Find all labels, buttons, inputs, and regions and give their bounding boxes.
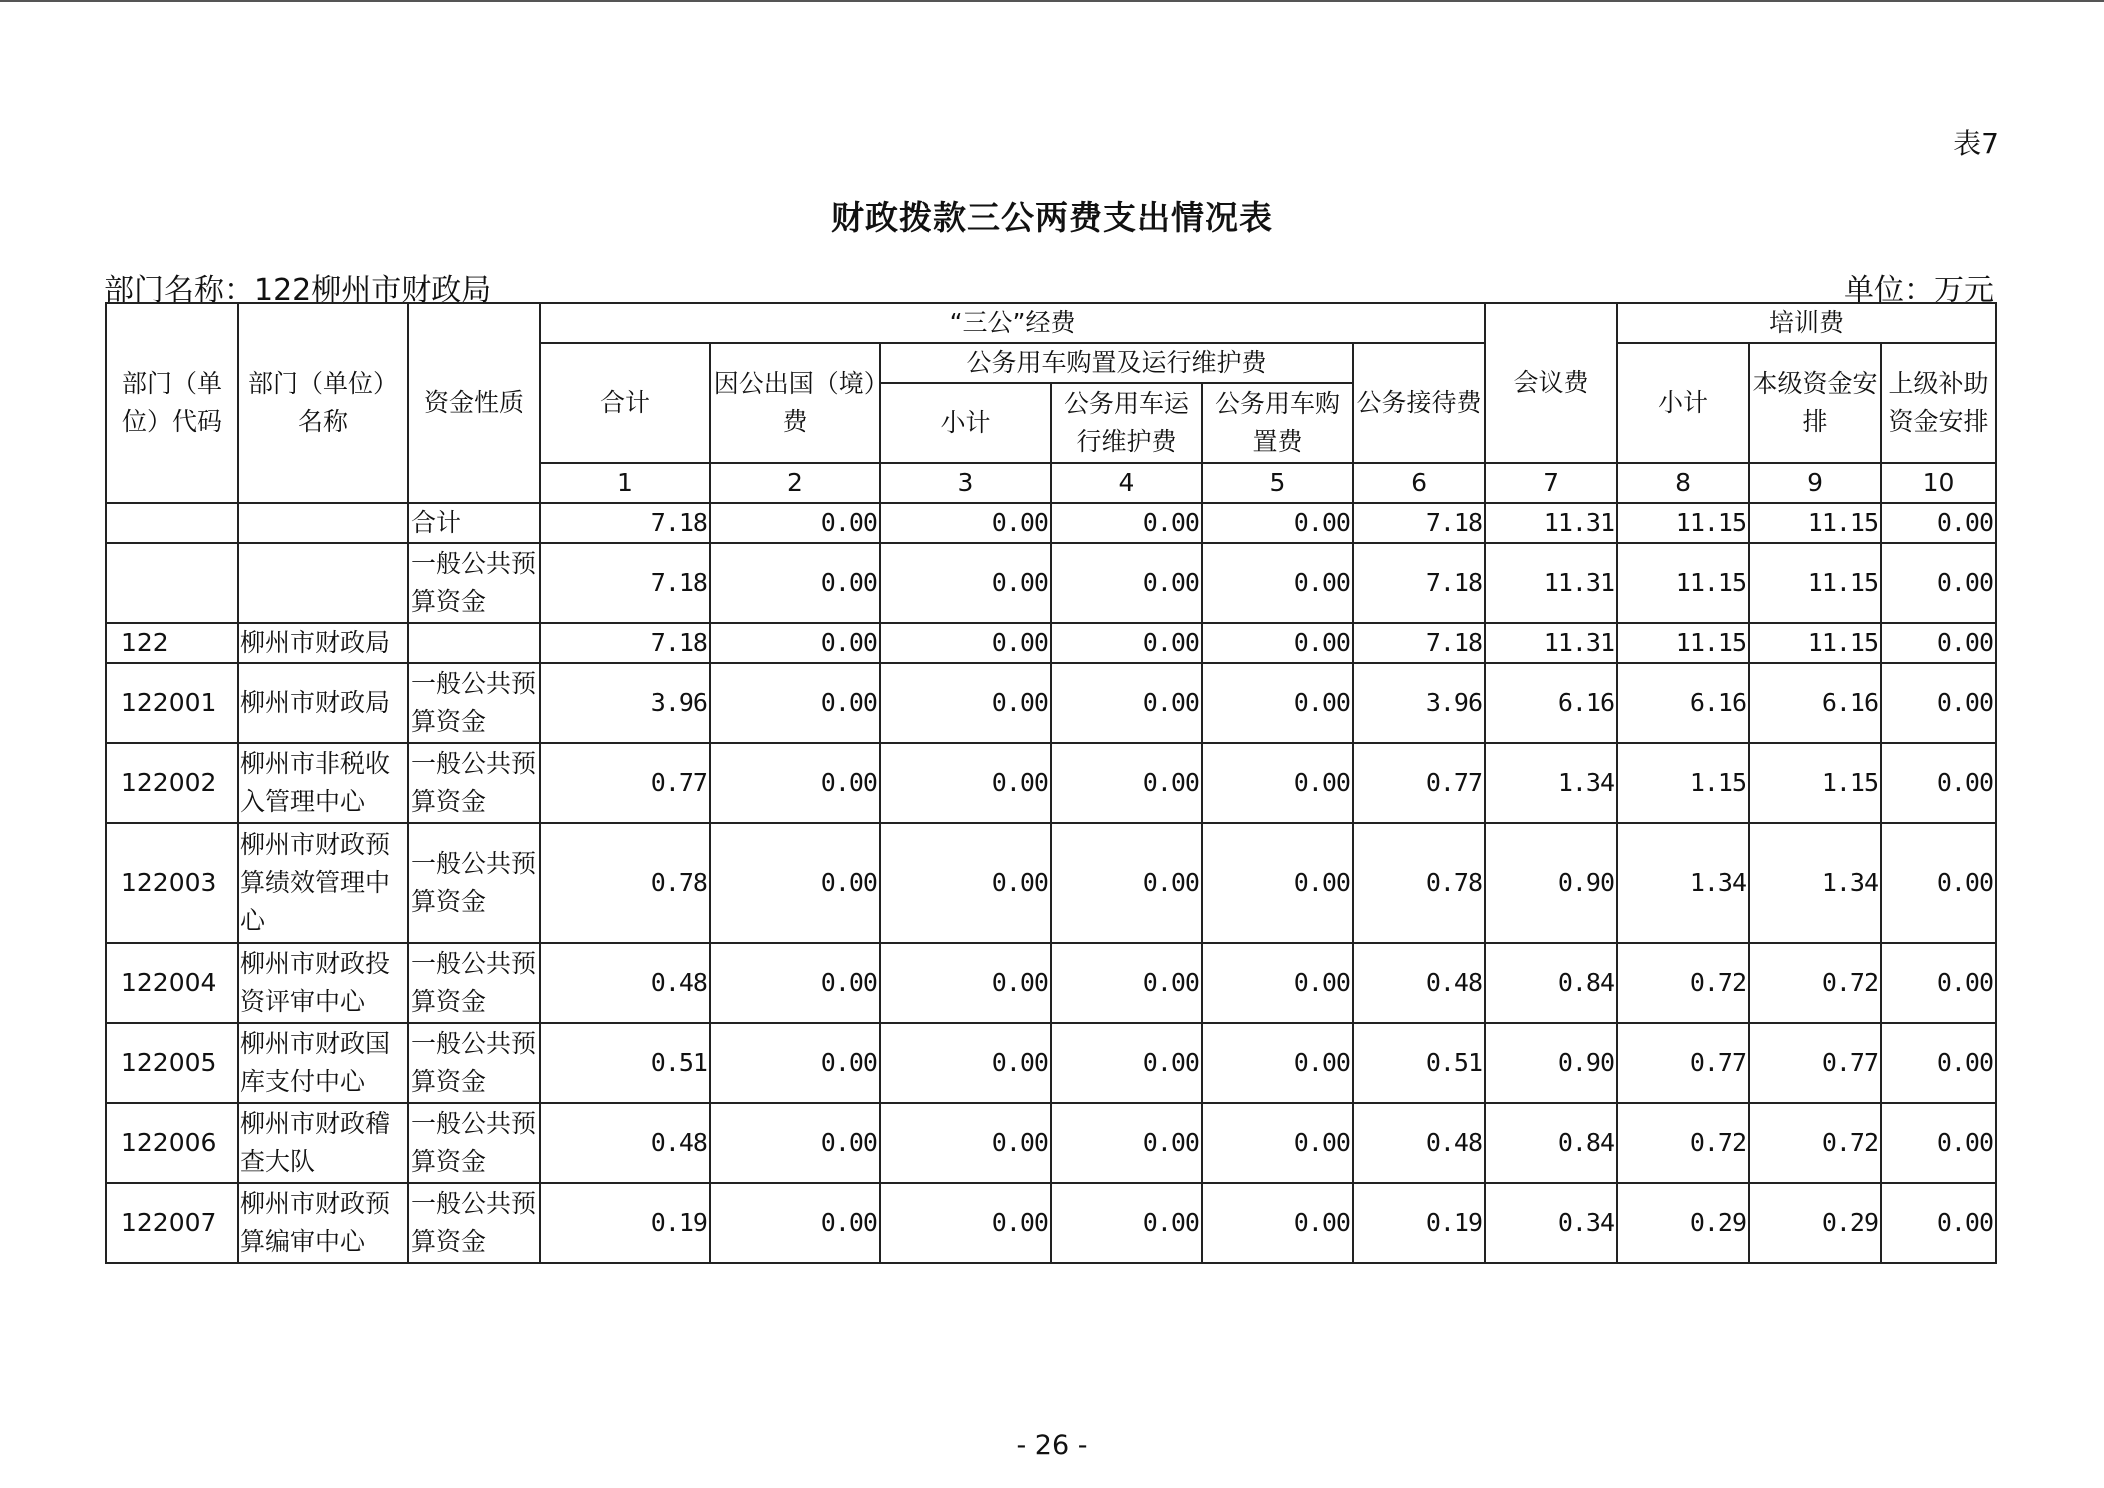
fund-type-cell [408,623,540,663]
value-cell: 11.15 [1749,623,1881,663]
value-cell: 0.00 [710,1183,880,1263]
value-cell: 0.00 [1881,623,1996,663]
value-cell: 7.18 [540,503,710,543]
table-row [106,943,1996,1023]
value-cell: 7.18 [1353,623,1485,663]
dept-code-cell: 122001 [106,663,238,743]
value-cell: 0.34 [1485,1183,1617,1263]
value-cell: 7.18 [1353,543,1485,623]
fund-type-cell: 一般公共预算资金 [408,1183,540,1263]
value-cell: 1.15 [1749,743,1881,823]
value-cell: 0.00 [1051,503,1202,543]
value-cell: 1.34 [1749,823,1881,943]
value-cell: 0.78 [540,823,710,943]
value-cell: 0.00 [710,623,880,663]
value-cell: 0.00 [1202,543,1353,623]
value-cell: 0.78 [1353,823,1485,943]
value-cell: 0.00 [880,1023,1051,1103]
dept-name-cell: 柳州市财政稽查大队 [238,1103,408,1183]
value-cell: 0.00 [1051,743,1202,823]
value-cell: 0.00 [880,623,1051,663]
dept-name-cell: 柳州市财政投资评审中心 [238,943,408,1023]
value-cell: 1.34 [1485,743,1617,823]
value-cell: 0.00 [710,823,880,943]
value-cell: 0.00 [710,543,880,623]
top-border-line [0,0,2104,2]
value-cell: 0.77 [540,743,710,823]
dept-name-cell: 柳州市财政局 [238,623,408,663]
column-number: 8 [1617,463,1749,503]
dept-code-cell: 122004 [106,943,238,1023]
value-cell: 0.00 [1881,1183,1996,1263]
table-row [106,663,1996,743]
value-cell: 0.51 [540,1023,710,1103]
value-cell: 0.00 [1051,1183,1202,1263]
value-cell: 0.77 [1617,1023,1749,1103]
fund-type-cell: 一般公共预算资金 [408,823,540,943]
value-cell: 1.34 [1617,823,1749,943]
dept-code-cell [106,543,238,623]
value-cell: 11.15 [1749,503,1881,543]
value-cell: 0.00 [1881,663,1996,743]
department-label: 部门名称：122柳州市财政局 [104,273,492,308]
value-cell: 0.48 [1353,943,1485,1023]
value-cell: 0.00 [880,943,1051,1023]
value-cell: 0.00 [1881,743,1996,823]
value-cell: 3.96 [1353,663,1485,743]
value-cell: 0.00 [880,503,1051,543]
value-cell: 11.31 [1485,503,1617,543]
page-number: - 26 - [1016,1430,1088,1461]
column-number: 1 [540,463,710,503]
value-cell: 0.19 [540,1183,710,1263]
value-cell: 0.00 [1881,943,1996,1023]
value-cell: 11.15 [1617,503,1749,543]
dept-code-cell: 122007 [106,1183,238,1263]
value-cell: 11.15 [1617,543,1749,623]
fund-type-cell: 一般公共预算资金 [408,743,540,823]
dept-name-cell [238,543,408,623]
value-cell: 0.00 [880,1183,1051,1263]
header-dept-code: 部门（单位）代码 [106,303,238,503]
value-cell: 0.00 [880,743,1051,823]
fund-type-cell: 一般公共预算资金 [408,543,540,623]
expenditure-table [105,302,1997,1264]
column-number: 9 [1749,463,1881,503]
table-row [106,623,1996,663]
value-cell: 0.29 [1749,1183,1881,1263]
dept-code-cell: 122006 [106,1103,238,1183]
value-cell: 3.96 [540,663,710,743]
unit-label: 单位：万元 [1844,273,1994,308]
value-cell: 0.00 [1202,623,1353,663]
table-label: 表7 [1953,127,1999,160]
table-row [106,823,1996,943]
table-row [106,1183,1996,1263]
header-reception: 公务接待费 [1353,343,1485,463]
header-train-local: 本级资金安排 [1749,343,1881,463]
value-cell: 0.77 [1353,743,1485,823]
value-cell: 0.00 [710,503,880,543]
value-cell: 0.00 [1051,823,1202,943]
dept-name-cell: 柳州市财政局 [238,663,408,743]
value-cell: 0.00 [710,743,880,823]
column-number: 4 [1051,463,1202,503]
header-car-group: 公务用车购置及运行维护费 [880,343,1353,383]
value-cell: 0.00 [1881,1103,1996,1183]
column-number: 2 [710,463,880,503]
value-cell: 0.00 [1881,1023,1996,1103]
dept-code-cell: 122003 [106,823,238,943]
value-cell: 0.72 [1749,943,1881,1023]
header-sangong: “三公”经费 [540,303,1485,343]
fund-type-cell: 一般公共预算资金 [408,1103,540,1183]
fund-type-cell: 一般公共预算资金 [408,943,540,1023]
value-cell: 0.00 [710,663,880,743]
value-cell: 0.00 [880,1103,1051,1183]
table-row [106,1023,1996,1103]
value-cell: 0.51 [1353,1023,1485,1103]
value-cell: 0.00 [1051,543,1202,623]
value-cell: 0.00 [1051,623,1202,663]
value-cell: 11.31 [1485,623,1617,663]
value-cell: 0.00 [1202,1183,1353,1263]
value-cell: 0.00 [1051,1103,1202,1183]
value-cell: 0.00 [1202,943,1353,1023]
table-row [106,543,1996,623]
value-cell: 0.72 [1617,1103,1749,1183]
value-cell: 0.72 [1749,1103,1881,1183]
value-cell: 0.48 [1353,1103,1485,1183]
value-cell: 0.00 [880,663,1051,743]
column-number: 10 [1881,463,1996,503]
value-cell: 0.00 [1881,543,1996,623]
column-number: 3 [880,463,1051,503]
header-total: 合计 [540,343,710,463]
header-car-run: 公务用车运行维护费 [1051,383,1202,463]
dept-code-cell: 122 [106,623,238,663]
value-cell: 0.90 [1485,823,1617,943]
value-cell: 6.16 [1617,663,1749,743]
value-cell: 0.48 [540,943,710,1023]
value-cell: 0.00 [1202,743,1353,823]
value-cell: 11.31 [1485,543,1617,623]
dept-name-cell: 柳州市财政预算绩效管理中心 [238,823,408,943]
value-cell: 0.00 [1051,663,1202,743]
header-meeting: 会议费 [1485,303,1617,463]
value-cell: 0.00 [1051,1023,1202,1103]
dept-name-cell [238,503,408,543]
value-cell: 0.00 [1051,943,1202,1023]
header-abroad: 因公出国（境）费 [710,343,880,463]
dept-name-cell: 柳州市财政国库支付中心 [238,1023,408,1103]
value-cell: 0.00 [1881,823,1996,943]
value-cell: 0.77 [1749,1023,1881,1103]
value-cell: 0.00 [1881,503,1996,543]
value-cell: 11.15 [1617,623,1749,663]
header-fund-type: 资金性质 [408,303,540,503]
column-number: 6 [1353,463,1485,503]
value-cell: 0.00 [1202,503,1353,543]
dept-name-cell: 柳州市财政预算编审中心 [238,1183,408,1263]
column-number: 5 [1202,463,1353,503]
fund-type-cell: 一般公共预算资金 [408,663,540,743]
value-cell: 1.15 [1617,743,1749,823]
header-training: 培训费 [1617,303,1996,343]
value-cell: 6.16 [1749,663,1881,743]
value-cell: 7.18 [540,543,710,623]
value-cell: 0.29 [1617,1183,1749,1263]
value-cell: 0.72 [1617,943,1749,1023]
value-cell: 0.00 [1202,1103,1353,1183]
value-cell: 0.48 [540,1103,710,1183]
value-cell: 0.00 [710,1103,880,1183]
table-row [106,743,1996,823]
value-cell: 0.00 [710,943,880,1023]
header-car-subtotal: 小计 [880,383,1051,463]
header-dept-name: 部门（单位）名称 [238,303,408,503]
value-cell: 11.15 [1749,543,1881,623]
dept-code-cell [106,503,238,543]
table-row [106,503,1996,543]
value-cell: 0.00 [1202,823,1353,943]
value-cell: 0.19 [1353,1183,1485,1263]
header-train-upper: 上级补助资金安排 [1881,343,1996,463]
value-cell: 0.00 [880,543,1051,623]
dept-code-cell: 122002 [106,743,238,823]
header-car-buy: 公务用车购置费 [1202,383,1353,463]
dept-code-cell: 122005 [106,1023,238,1103]
value-cell: 0.00 [880,823,1051,943]
value-cell: 0.00 [1202,663,1353,743]
value-cell: 0.90 [1485,1023,1617,1103]
value-cell: 7.18 [540,623,710,663]
page-title: 财政拨款三公两费支出情况表 [831,198,1273,237]
fund-type-cell: 一般公共预算资金 [408,1023,540,1103]
value-cell: 0.84 [1485,943,1617,1023]
fund-type-cell: 合计 [408,503,540,543]
value-cell: 7.18 [1353,503,1485,543]
dept-name-cell: 柳州市非税收入管理中心 [238,743,408,823]
column-number: 7 [1485,463,1617,503]
value-cell: 0.00 [1202,1023,1353,1103]
value-cell: 6.16 [1485,663,1617,743]
header-train-subtotal: 小计 [1617,343,1749,463]
table-row [106,1103,1996,1183]
value-cell: 0.84 [1485,1103,1617,1183]
value-cell: 0.00 [710,1023,880,1103]
